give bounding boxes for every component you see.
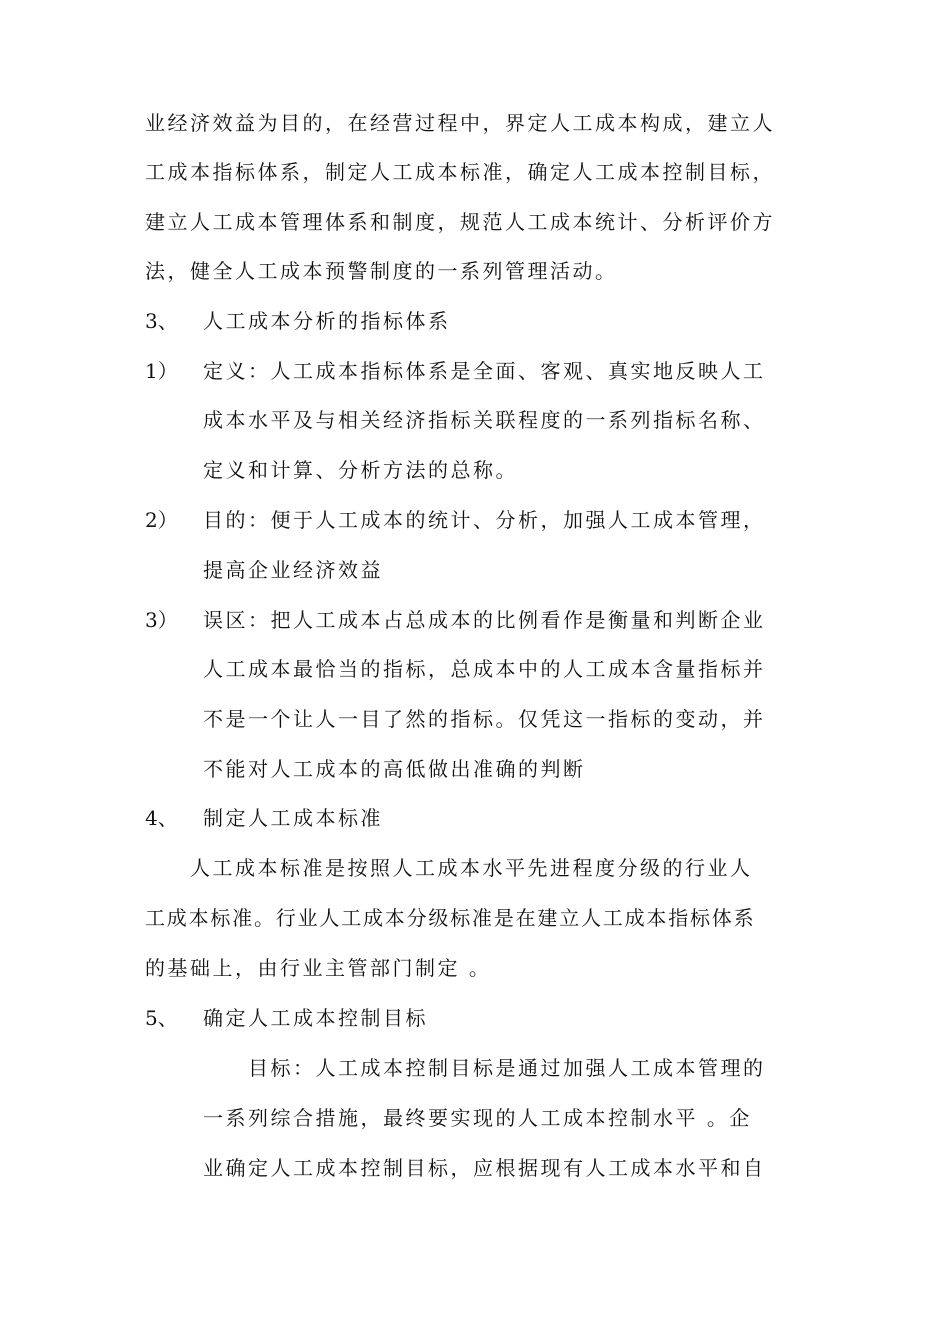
- intro-paragraph-line: 工成本指标体系，制定人工成本标准，确定人工成本控制目标，: [145, 160, 775, 184]
- item-3-number: 3）: [145, 608, 178, 632]
- section-4-paragraph-line: 的基础上，由行业主管部门制定 。: [145, 956, 492, 980]
- section-5-paragraph-line: 目标：人工成本控制目标是通过加强人工成本管理的: [248, 1056, 766, 1080]
- item-1-line: 定义：人工成本指标体系是全面、客观、真实地反映人工: [203, 359, 766, 383]
- section-5-paragraph-line: 业确定人工成本控制目标，应根据现有人工成本水平和自: [203, 1156, 766, 1180]
- section-4-paragraph-line: 人工成本标准是按照人工成本水平先进程度分级的行业人: [190, 856, 753, 880]
- item-3-line: 不是一个让人一目了然的指标。仅凭这一指标的变动，并: [203, 707, 766, 731]
- item-1-line: 成本水平及与相关经济指标关联程度的一系列指标名称、: [203, 408, 766, 432]
- item-3-line: 误区：把人工成本占总成本的比例看作是衡量和判断企业: [203, 608, 766, 632]
- section-5-number: 5、: [145, 1006, 178, 1030]
- item-2-number: 2）: [145, 508, 178, 532]
- item-2-line: 目的：便于人工成本的统计、分析，加强人工成本管理，: [203, 508, 766, 532]
- intro-paragraph-line: 法，健全人工成本预警制度的一系列管理活动。: [145, 259, 618, 283]
- section-4-title: 制定人工成本标准: [203, 806, 383, 830]
- intro-paragraph-line: 建立人工成本管理体系和制度，规范人工成本统计、分析评价方: [145, 210, 775, 234]
- item-1-line: 定义和计算、分析方法的总称。: [203, 458, 518, 482]
- item-1-number: 1）: [145, 359, 178, 383]
- item-2-line: 提高企业经济效益: [203, 558, 383, 582]
- section-3-number: 3、: [145, 309, 178, 333]
- section-4-paragraph-line: 工成本标准。行业人工成本分级标准是在建立人工成本指标体系: [145, 906, 756, 930]
- intro-paragraph-line: 业经济效益为目的，在经营过程中，界定人工成本构成，建立人: [145, 111, 775, 135]
- section-5-paragraph-line: 一系列综合措施，最终要实现的人工成本控制水平 。企: [203, 1106, 752, 1130]
- item-3-line: 不能对人工成本的高低做出准确的判断: [203, 757, 586, 781]
- section-5-title: 确定人工成本控制目标: [203, 1006, 428, 1030]
- section-3-title: 人工成本分析的指标体系: [203, 309, 451, 333]
- section-4-number: 4、: [145, 806, 178, 830]
- item-3-line: 人工成本最恰当的指标，总成本中的人工成本含量指标并: [203, 657, 766, 681]
